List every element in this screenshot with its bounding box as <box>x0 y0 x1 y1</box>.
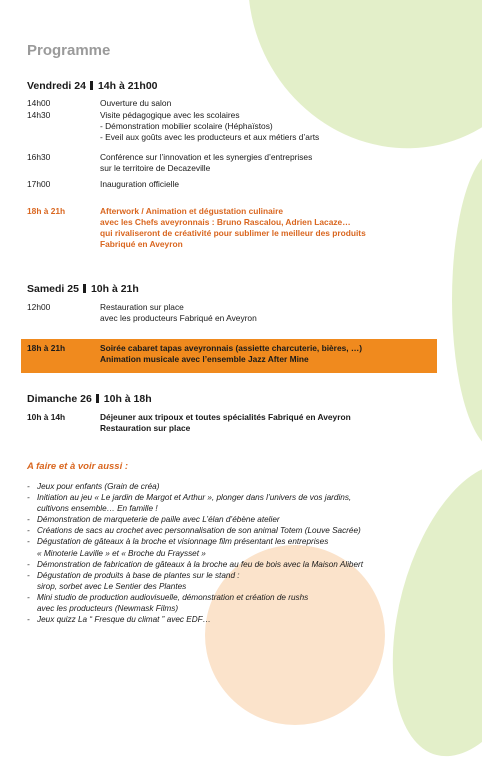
row-time: 16h30 <box>27 152 51 162</box>
list-item: - Jeux quizz La “ Fresque du climat ” avec EDF… <box>27 615 211 625</box>
row-time: 14h30 <box>27 110 51 120</box>
page-title: Programme <box>27 42 111 59</box>
list-item: - Démonstration de marqueterie de paille avec L’élan d’ébène atelier <box>27 515 280 525</box>
row-line: - Eveil aux goûts avec les producteurs et aux métiers d’arts <box>100 132 320 142</box>
day-name: Vendredi 24 <box>27 80 86 92</box>
row-description <box>100 98 470 109</box>
row-description <box>100 343 470 365</box>
row-line: Restauration sur place <box>100 302 184 312</box>
list-item: - Démonstration de fabrication de gâteaux à la broche au feu de bois avec la Maison Alibert <box>27 559 364 569</box>
row-line: Afterwork / Animation et dégustation culinaire <box>100 206 284 216</box>
day-heading-samedi <box>27 283 139 295</box>
row-line: Ouverture du salon <box>100 98 172 108</box>
row-line: avec les Chefs aveyronnais : Bruno Rascalou, Adrien Lacaze… <box>100 217 351 227</box>
row-line: Soirée cabaret tapas aveyronnais (assiette charcuterie, bières, …) <box>100 343 363 353</box>
row-line: Visite pédagogique avec les scolaires <box>100 110 240 120</box>
day-name: Samedi 25 <box>27 283 79 295</box>
day-hours: 10h à 21h <box>90 283 139 295</box>
separator-bar <box>90 81 93 90</box>
row-description <box>100 179 470 190</box>
row-line: avec les producteurs Fabriqué en Aveyron <box>100 313 257 323</box>
list-item: - Mini studio de production audiovisuelle, démonstration et création de rushs avec les producteurs (Newmask Films) <box>27 592 309 614</box>
row-line: sur le territoire de Decazeville <box>100 163 211 173</box>
row-line: Fabriqué en Aveyron <box>100 239 183 249</box>
row-time: 12h00 <box>27 302 51 312</box>
row-line: - Démonstration mobilier scolaire (Héphaïstos) <box>100 121 273 131</box>
row-description <box>100 412 470 434</box>
row-line: Déjeuner aux tripoux et toutes spécialités Fabriqué en Aveyron <box>100 412 351 422</box>
list-item: - Créations de sacs au crochet avec personnalisation de son animal Totem (Louve Sacrée) <box>27 526 361 536</box>
row-line: Animation musicale avec l’ensemble Jazz After Mine <box>100 354 309 364</box>
row-description <box>100 110 470 143</box>
row-time: 17h00 <box>27 179 51 189</box>
row-line: Inauguration officielle <box>100 179 179 189</box>
day-name: Dimanche 26 <box>27 393 92 405</box>
list-item: - Dégustation de produits à base de plantes sur le stand : sirop, sorbet avec Le Sentier des Plantes <box>27 570 240 591</box>
list-item: - Jeux pour enfants (Grain de créa) <box>27 482 160 491</box>
day-heading-vendredi <box>27 80 158 92</box>
row-time: 18h à 21h <box>27 343 66 353</box>
separator-bar <box>83 284 86 293</box>
also-heading: A faire et à voir aussi : <box>27 461 129 472</box>
row-line: Restauration sur place <box>100 423 191 433</box>
row-time: 10h à 14h <box>27 412 66 422</box>
row-description <box>100 206 470 250</box>
also-list <box>27 481 467 625</box>
row-description <box>100 152 470 174</box>
row-time: 14h00 <box>27 98 51 108</box>
day-heading-dimanche <box>27 393 152 405</box>
separator-bar <box>96 394 99 403</box>
day-hours: 14h à 21h00 <box>97 80 158 92</box>
row-line: Conférence sur l’innovation et les synergies d’entreprises <box>100 152 313 162</box>
list-item: - Initiation au jeu « Le jardin de Margot et Arthur », plonger dans l’univers de vos jardins, cultivons ensemble… En famille ! <box>27 493 352 514</box>
day-hours: 10h à 18h <box>103 393 152 405</box>
row-description <box>100 302 470 324</box>
list-item: - Dégustation de gâteaux à la broche et visionnage film présentant les entreprises « Minoterie Laville » et « Broche du Fraysset » <box>27 537 329 558</box>
row-time: 18h à 21h <box>27 206 66 216</box>
decor-green-blob-right <box>452 150 482 450</box>
row-line: qui rivaliseront de créativité pour sublimer le meilleur des produits <box>100 228 366 238</box>
